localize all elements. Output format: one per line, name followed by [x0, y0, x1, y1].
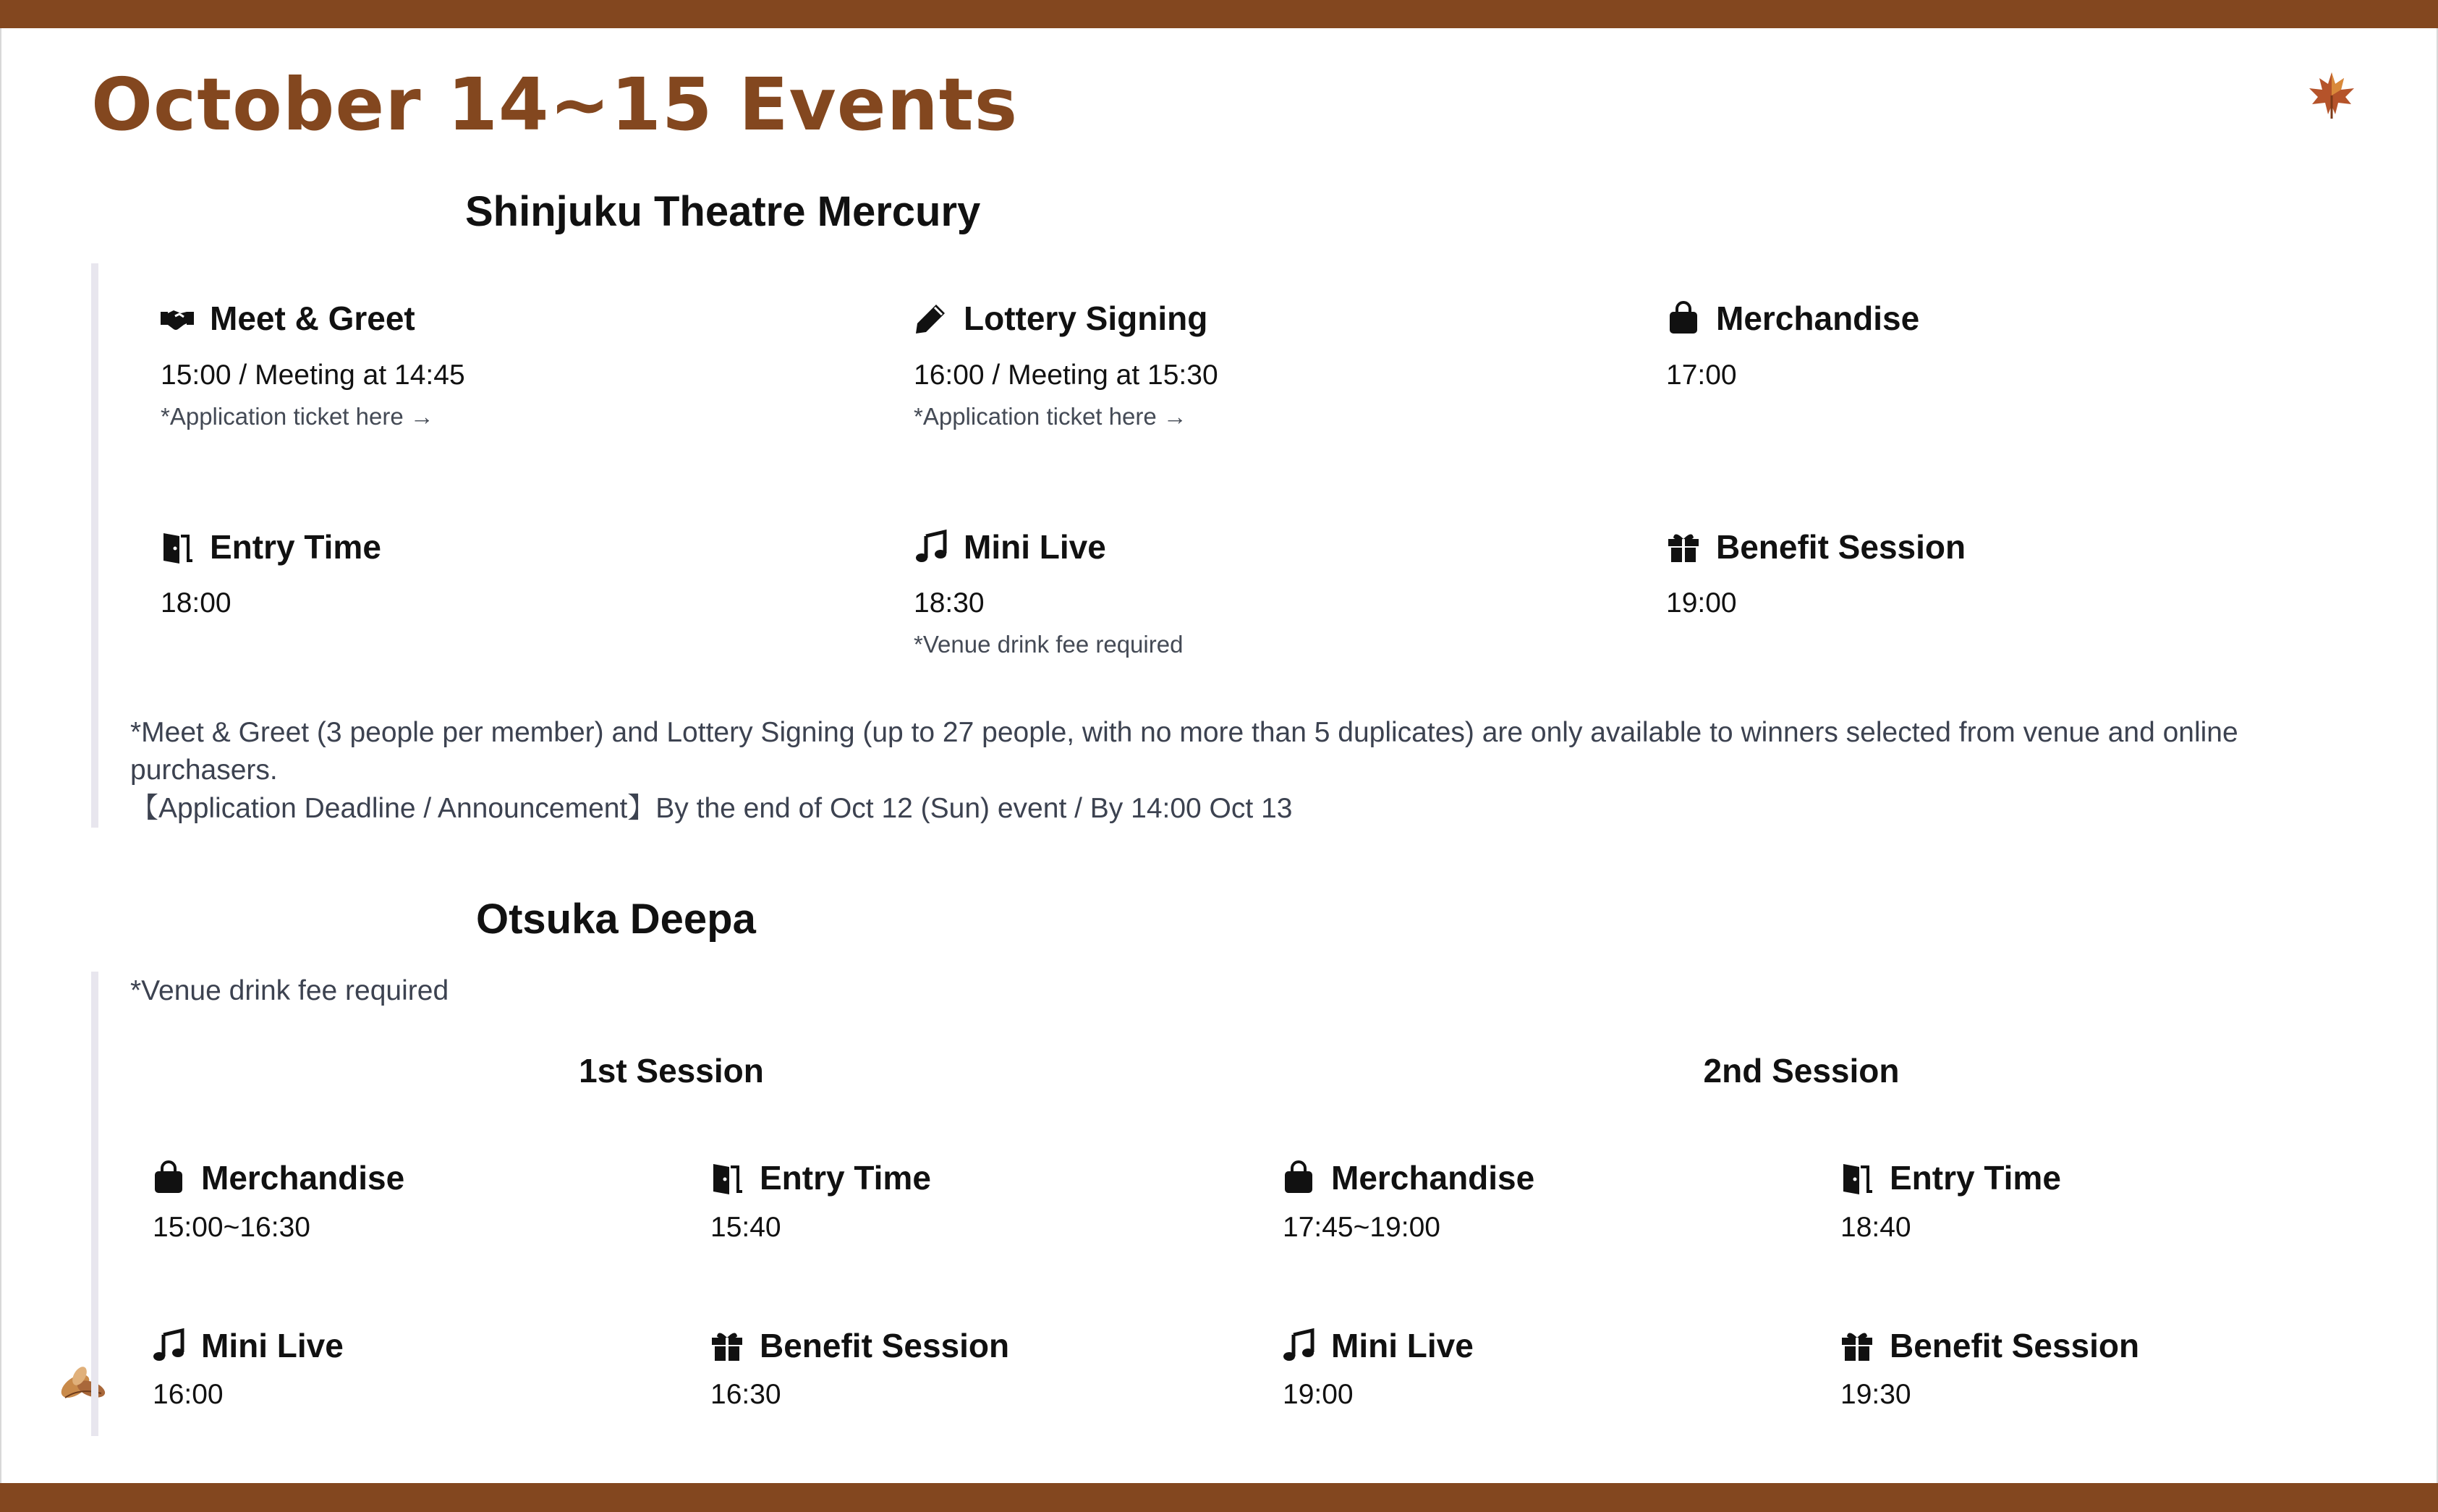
page-title: October 14~15 Events [91, 62, 1019, 147]
bottom-border-bar [0, 1483, 2438, 1512]
event-time: 15:00 / Meeting at 14:45 [161, 360, 465, 391]
event-label: Entry Time [760, 1159, 931, 1197]
event-label: Meet & Greet [210, 300, 415, 337]
event-time: 16:30 [710, 1379, 781, 1410]
eligibility-notice-line: purchasers. [130, 755, 278, 786]
music-note-icon [913, 529, 949, 565]
venue-title-otsuka: Otsuka Deepa [476, 896, 756, 943]
event-label: Benefit Session [1890, 1327, 2140, 1364]
event-label: Entry Time [210, 528, 381, 566]
event-merchandise [150, 1158, 404, 1198]
drink-fee-note: *Venue drink fee required [130, 975, 449, 1006]
left-edge-line [0, 28, 1, 1483]
gift-icon [1839, 1328, 1875, 1364]
shopping-bag-icon [1665, 300, 1702, 336]
eligibility-notice-line: *Meet & Greet (3 people per member) and Lottery Signing (up to 27 people, with no more than 5 duplicates) are only available to winners selected from venue and online [130, 717, 2238, 748]
event-entry-time [709, 1158, 931, 1198]
event-mini-live [1280, 1325, 1474, 1366]
event-merchandise [1280, 1158, 1534, 1198]
top-border-bar [0, 0, 2438, 28]
music-note-icon [1280, 1328, 1317, 1364]
event-time: 17:00 [1666, 360, 1737, 391]
event-time: 17:45~19:00 [1283, 1212, 1440, 1243]
event-meet-and-greet [159, 298, 415, 339]
event-label: Merchandise [1331, 1159, 1535, 1197]
event-label: Mini Live [201, 1327, 344, 1364]
event-time: 19:00 [1283, 1379, 1354, 1410]
event-benefit-session [1665, 527, 1966, 567]
event-mini-live [150, 1325, 344, 1366]
shopping-bag-icon [1280, 1160, 1317, 1196]
door-open-icon [159, 529, 195, 565]
event-merchandise [1665, 298, 1919, 339]
event-label: Merchandise [201, 1159, 405, 1197]
venue-accent-bar-otsuka [91, 972, 98, 1436]
event-label: Benefit Session [1716, 528, 1966, 566]
event-time: 18:00 [161, 587, 232, 619]
event-label: Mini Live [964, 528, 1106, 566]
event-label: Mini Live [1331, 1327, 1474, 1364]
pencil-icon [913, 300, 949, 336]
event-time: 18:30 [914, 587, 985, 619]
maple-leaf-icon [2306, 69, 2357, 120]
handshake-icon [159, 300, 195, 336]
door-open-icon [1839, 1160, 1875, 1196]
event-time: 16:00 / Meeting at 15:30 [914, 360, 1218, 391]
session-title-1st: 1st Session [579, 1052, 764, 1090]
shopping-bag-icon [150, 1160, 187, 1196]
event-time: 18:40 [1840, 1212, 1911, 1243]
event-entry-time [159, 527, 381, 567]
venue-title-shinjuku: Shinjuku Theatre Mercury [465, 188, 981, 235]
event-benefit-session [1839, 1325, 2139, 1366]
event-label: Merchandise [1716, 300, 1920, 337]
application-ticket-link[interactable]: *Application ticket here → [914, 403, 1187, 430]
door-open-icon [709, 1160, 745, 1196]
venue-accent-bar-shinjuku [91, 263, 98, 828]
event-time: 19:30 [1840, 1379, 1911, 1410]
event-time: 15:40 [710, 1212, 781, 1243]
session-title-2nd: 2nd Session [1703, 1052, 1900, 1090]
event-mini-live [913, 527, 1106, 567]
fallen-leaves-icon [58, 1362, 110, 1405]
event-benefit-session [709, 1325, 1009, 1366]
event-label: Lottery Signing [964, 300, 1208, 337]
event-time: 19:00 [1666, 587, 1737, 619]
event-entry-time [1839, 1158, 2061, 1198]
event-lottery-signing [913, 298, 1207, 339]
music-note-icon [150, 1328, 187, 1364]
event-label: Benefit Session [760, 1327, 1010, 1364]
application-ticket-link[interactable]: *Application ticket here → [161, 403, 434, 430]
event-label: Entry Time [1890, 1159, 2061, 1197]
gift-icon [1665, 529, 1702, 565]
event-time: 16:00 [153, 1379, 224, 1410]
application-deadline-notice: 【Application Deadline / Announcement】By the end of Oct 12 (Sun) event / By 14:00 Oct 13 [130, 793, 1293, 824]
drink-fee-note: *Venue drink fee required [914, 631, 1184, 658]
gift-icon [709, 1328, 745, 1364]
event-time: 15:00~16:30 [153, 1212, 310, 1243]
